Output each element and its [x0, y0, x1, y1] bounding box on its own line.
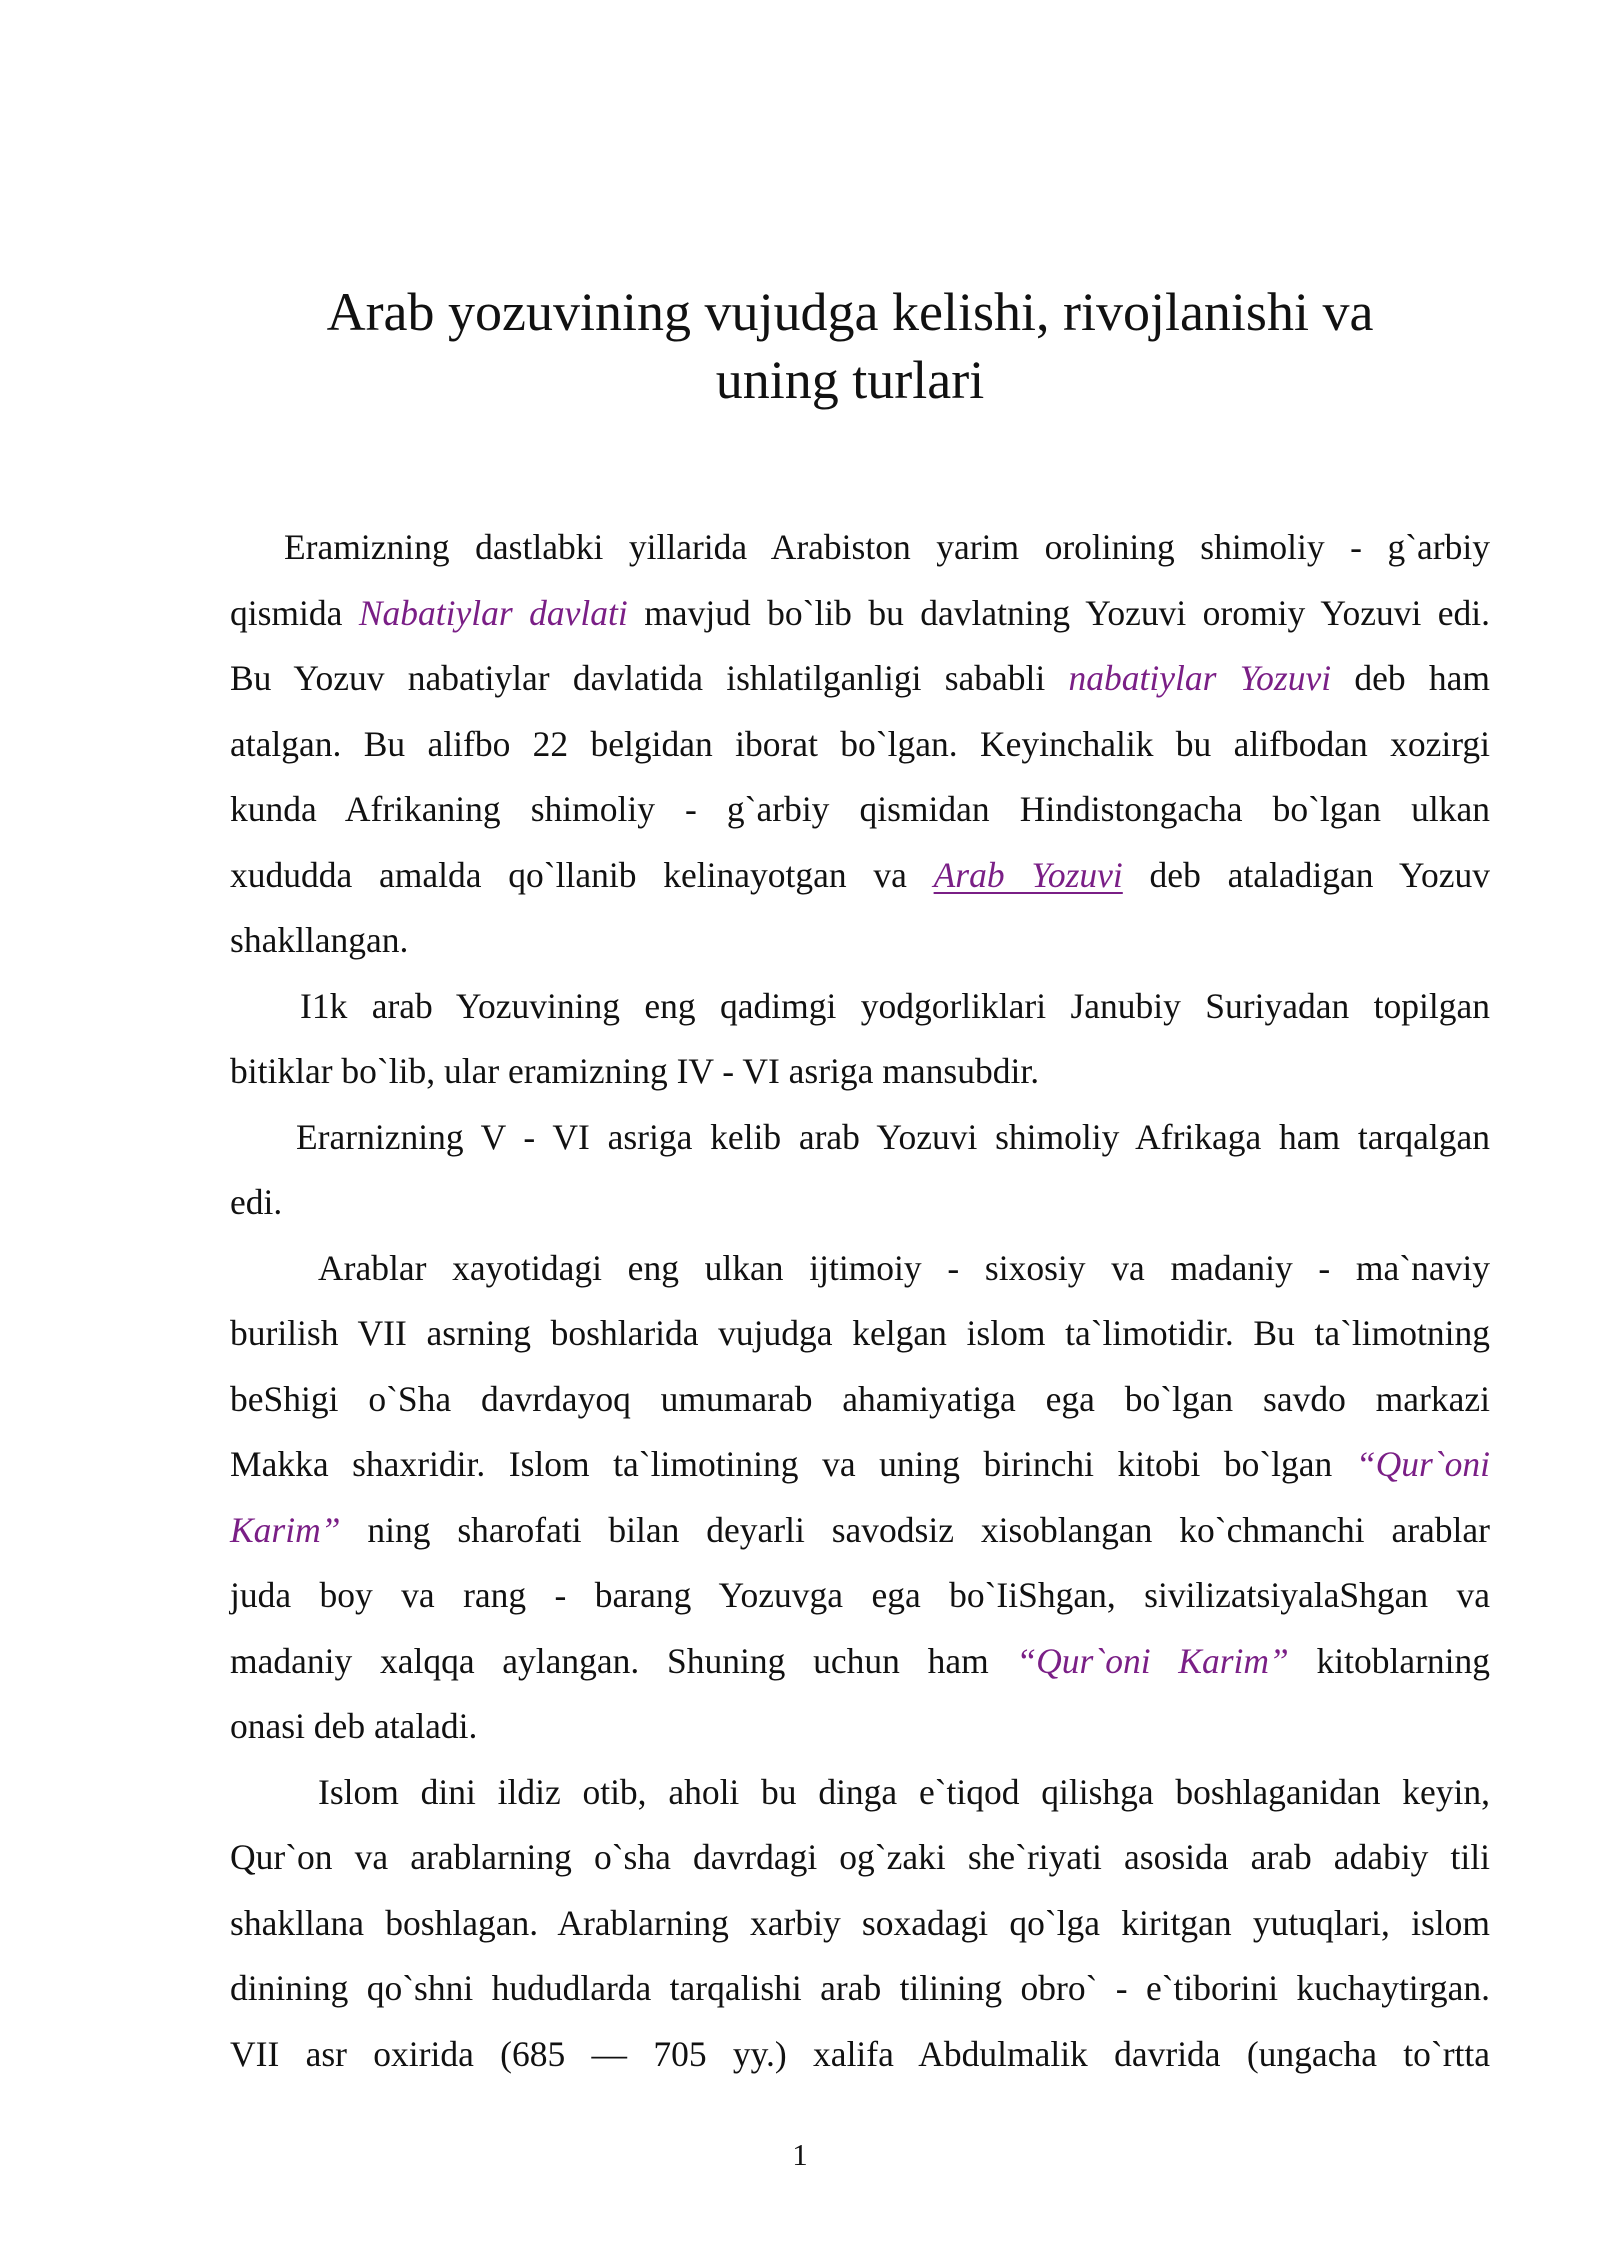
term-nabatiylar-davlati: Nabatiylar davlati — [358, 592, 628, 633]
text-line: I1k arab Yozuvining eng qadimgi yodgorliklari Janubiy Suriyadan topilgan — [300, 985, 1490, 1026]
text-line: juda boy va rang - barang Yozuvga ega bo`IiShgan, sivilizatsiyalaShgan va — [230, 1575, 1490, 1615]
text-line — [230, 1498, 1490, 1564]
title-line-1: Arab yozuvining vujudga kelishi, rivojlanishi va — [326, 282, 1374, 342]
text-span: qismida — [230, 592, 359, 633]
text-span: ning sharofati bilan deyarli savodsiz xisoblangan ko`chmanchi arablar — [340, 1509, 1490, 1550]
text-line: Qur`on va arablarning o`sha davrdagi og`zaki she`riyati asosida arab adabiy tili — [230, 1837, 1490, 1877]
text-span: deb ham — [1331, 658, 1490, 698]
text-span: mavjud bo`lib bu davlatning Yozuvi oromiy Yozuvi edi. — [627, 592, 1490, 633]
text-span: kitoblarning — [1288, 1640, 1491, 1681]
text-line: onasi deb ataladi. — [230, 1706, 478, 1746]
term-nabatiylar-yozuvi: nabatiylar Yozuvi — [1068, 658, 1332, 698]
text-line: shakllana boshlagan. Arablarning xarbiy soxadagi qo`lga kiritgan yutuqlari, islom — [230, 1902, 1490, 1943]
paragraph-4 — [230, 1236, 1490, 1760]
text-line: Arablar xayotidagi eng ulkan ijtimoiy - sixosiy va madaniy - ma`naviy — [318, 1247, 1490, 1288]
page-title — [200, 278, 1500, 414]
text-line — [230, 1629, 1490, 1695]
body-text — [230, 515, 1490, 2087]
text-line: VII asr oxirida (685 — 705 yy.) xalifa Abdulmalik davrida (ungacha to`rtta — [230, 2033, 1490, 2074]
text-span: xududda amalda qo`llanib kelinayotgan va — [230, 854, 934, 895]
text-line — [230, 1432, 1490, 1498]
term-karim: Karim” — [230, 1509, 341, 1550]
text-line: atalgan. Bu alifbo 22 belgidan iborat bo`lgan. Keyinchalik bu alifbodan xozirgi — [230, 723, 1490, 764]
text-line: edi. — [230, 1182, 283, 1222]
term-quroni-karim: “Qur`oni Karim” — [1016, 1640, 1289, 1681]
text-line: Islom dini ildiz otib, aholi bu dinga e`tiqod qilishga boshlaganidan keyin, — [318, 1771, 1490, 1812]
text-line: bitiklar bo`lib, ular eramizning IV - VI asriga mansubdir. — [230, 1051, 1040, 1091]
text-line: shakllangan. — [230, 920, 409, 960]
text-span: deb ataladigan Yozuv — [1122, 854, 1490, 895]
text-span: Makka shaxridir. Islom ta`limotining va uning birinchi kitobi bo`lgan — [230, 1444, 1356, 1484]
text-line: dinining qo`shni hududlarda tarqalishi arab tilining obro` - e`tiborini kuchaytirgan. — [230, 1968, 1490, 2008]
paragraph-2 — [230, 974, 1490, 1105]
text-line: Erarnizning V - VI asriga kelib arab Yozuvi shimoliy Afrikaga ham tarqalgan — [296, 1116, 1490, 1157]
text-line — [230, 581, 1490, 647]
paragraph-5 — [230, 1760, 1490, 2088]
text-line — [230, 646, 1490, 712]
text-line: burilish VII asrning boshlarida vujudga kelgan islom ta`limotidir. Bu ta`limotning — [230, 1313, 1490, 1353]
arab-yozuvi-link[interactable]: Arab Yozuvi — [933, 854, 1123, 895]
text-span: Bu Yozuv nabatiylar davlatida ishlatilganligi sababli — [230, 658, 1069, 698]
page-number: 1 — [792, 2137, 808, 2172]
text-span: madaniy xalqqa aylangan. Shuning uchun ham — [230, 1640, 1017, 1681]
title-line-2: uning turlari — [715, 350, 985, 410]
term-quroni-karim: “Qur`oni — [1355, 1444, 1490, 1484]
paragraph-3 — [230, 1105, 1490, 1236]
paragraph-1 — [230, 515, 1490, 974]
text-line: Eramizning dastlabki yillarida Arabiston yarim orolining shimoliy - g`arbiy — [284, 527, 1490, 567]
text-line: kunda Afrikaning shimoliy - g`arbiy qismidan Hindistongacha bo`lgan ulkan — [230, 789, 1490, 829]
text-line — [230, 843, 1490, 909]
text-line: beShigi o`Sha davrdayoq umumarab ahamiyatiga ega bo`lgan savdo markazi — [230, 1378, 1490, 1419]
